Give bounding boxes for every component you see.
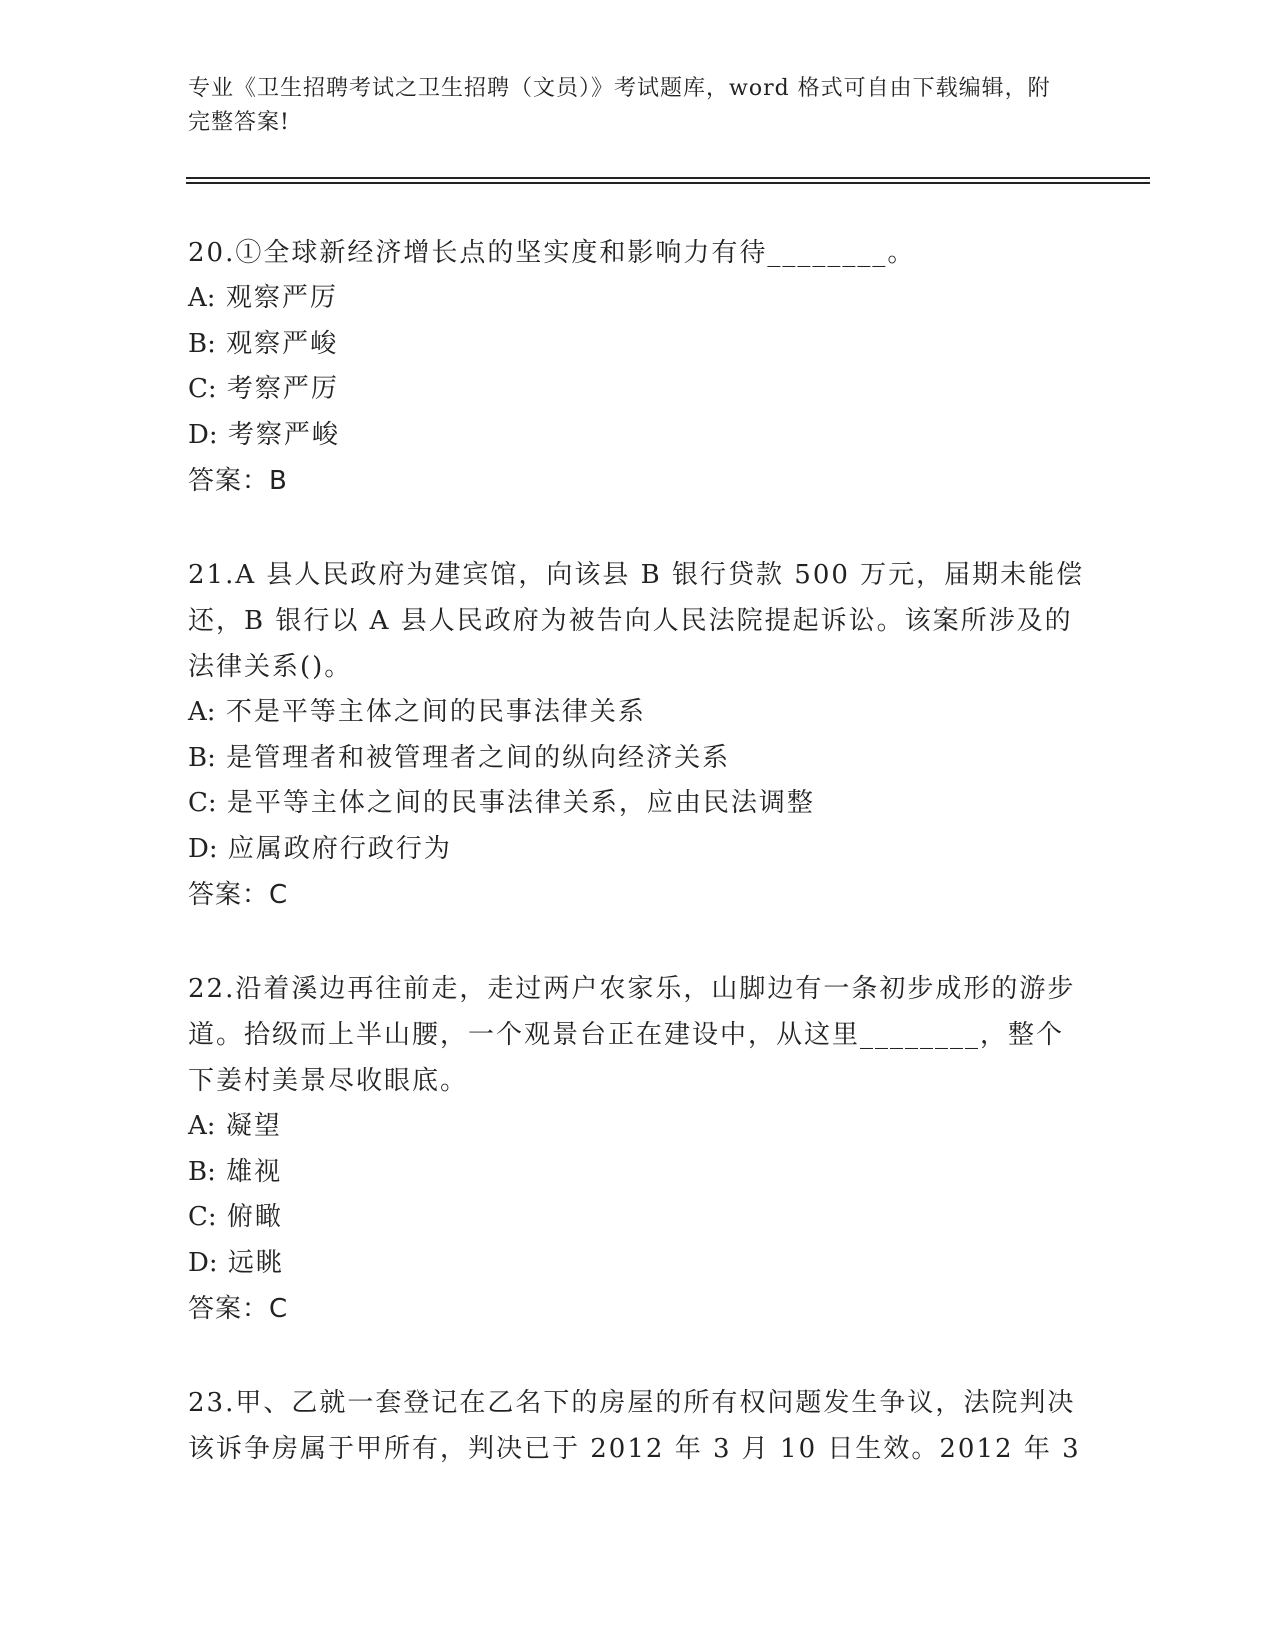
question-22 <box>188 966 1088 1332</box>
question-23 <box>188 1380 1088 1472</box>
option-a <box>188 276 1088 322</box>
option-letter: C: <box>188 788 217 818</box>
option-text: 观察严厉 <box>225 283 338 313</box>
option-text: 是平等主体之间的民事法律关系，应由民法调整 <box>226 788 815 818</box>
option-text: 雄视 <box>226 1156 283 1187</box>
option-letter: D: <box>188 1247 218 1278</box>
option-a <box>188 1104 1088 1150</box>
option-d <box>188 413 1088 459</box>
option-c <box>188 1195 1088 1241</box>
option-letter: B: <box>188 742 216 773</box>
question-stem: 21.A 县人民政府为建宾馆，向该县 B 银行贷款 500 万元，届期未能偿还，B 银行以 A 县人民政府为被告向人民法院提起诉讼。该案所涉及的法律关系()。 <box>188 560 1085 682</box>
option-letter: D: <box>188 833 218 864</box>
option-letter: A: <box>188 697 216 727</box>
question-stem: 20.①全球新经济增长点的坚实度和影响力有待________。 <box>188 238 916 268</box>
option-text: 应属政府行政行为 <box>227 833 452 864</box>
option-text: 不是平等主体之间的民事法律关系 <box>225 697 646 727</box>
option-b <box>188 1150 1088 1196</box>
option-text: 考察严厉 <box>226 374 339 404</box>
answer-label: 答案：C <box>188 880 289 910</box>
question-stem: 22.沿着溪边再往前走，走过两户农家乐，山脚边有一条初步成形的游步道。拾级而上半山腰，一个观景台正在建设中，从这里________，整个下姜村美景尽收眼底。 <box>188 974 1076 1096</box>
answer-label: 答案：B <box>188 466 288 496</box>
option-text: 远眺 <box>227 1247 284 1278</box>
option-letter: A: <box>188 1111 216 1141</box>
answer-label: 答案：C <box>188 1294 289 1324</box>
option-d <box>188 827 1088 873</box>
option-c <box>188 367 1088 413</box>
option-letter: C: <box>188 374 217 404</box>
option-d <box>188 1241 1088 1287</box>
document-header: 专业《卫生招聘考试之卫生招聘（文员）》考试题库，word 格式可自由下载编辑，附完整答案! <box>188 76 1051 135</box>
option-letter: D: <box>188 419 218 450</box>
option-b <box>188 736 1088 782</box>
header-rule-top <box>186 177 1150 179</box>
option-text: 考察严峻 <box>227 419 340 450</box>
option-a <box>188 690 1088 736</box>
option-text: 凝望 <box>225 1111 282 1141</box>
option-b <box>188 322 1088 368</box>
question-stem: 23.甲、乙就一套登记在乙名下的房屋的所有权问题发生争议，法院判决该诉争房属于甲所有，判决已于 2012 年 3 月 10 日生效。2012 年 3 <box>188 1388 1081 1464</box>
option-text: 俯瞰 <box>226 1202 283 1232</box>
option-letter: B: <box>188 328 216 359</box>
header-rule-bottom <box>186 182 1150 184</box>
option-text: 是管理者和被管理者之间的纵向经济关系 <box>226 742 731 773</box>
option-c <box>188 781 1088 827</box>
question-20 <box>188 230 1088 504</box>
option-letter: C: <box>188 1202 217 1232</box>
option-letter: A: <box>188 283 216 313</box>
option-text: 观察严峻 <box>226 328 339 359</box>
option-letter: B: <box>188 1156 216 1187</box>
question-list <box>188 230 1088 1520</box>
question-21 <box>188 552 1088 918</box>
